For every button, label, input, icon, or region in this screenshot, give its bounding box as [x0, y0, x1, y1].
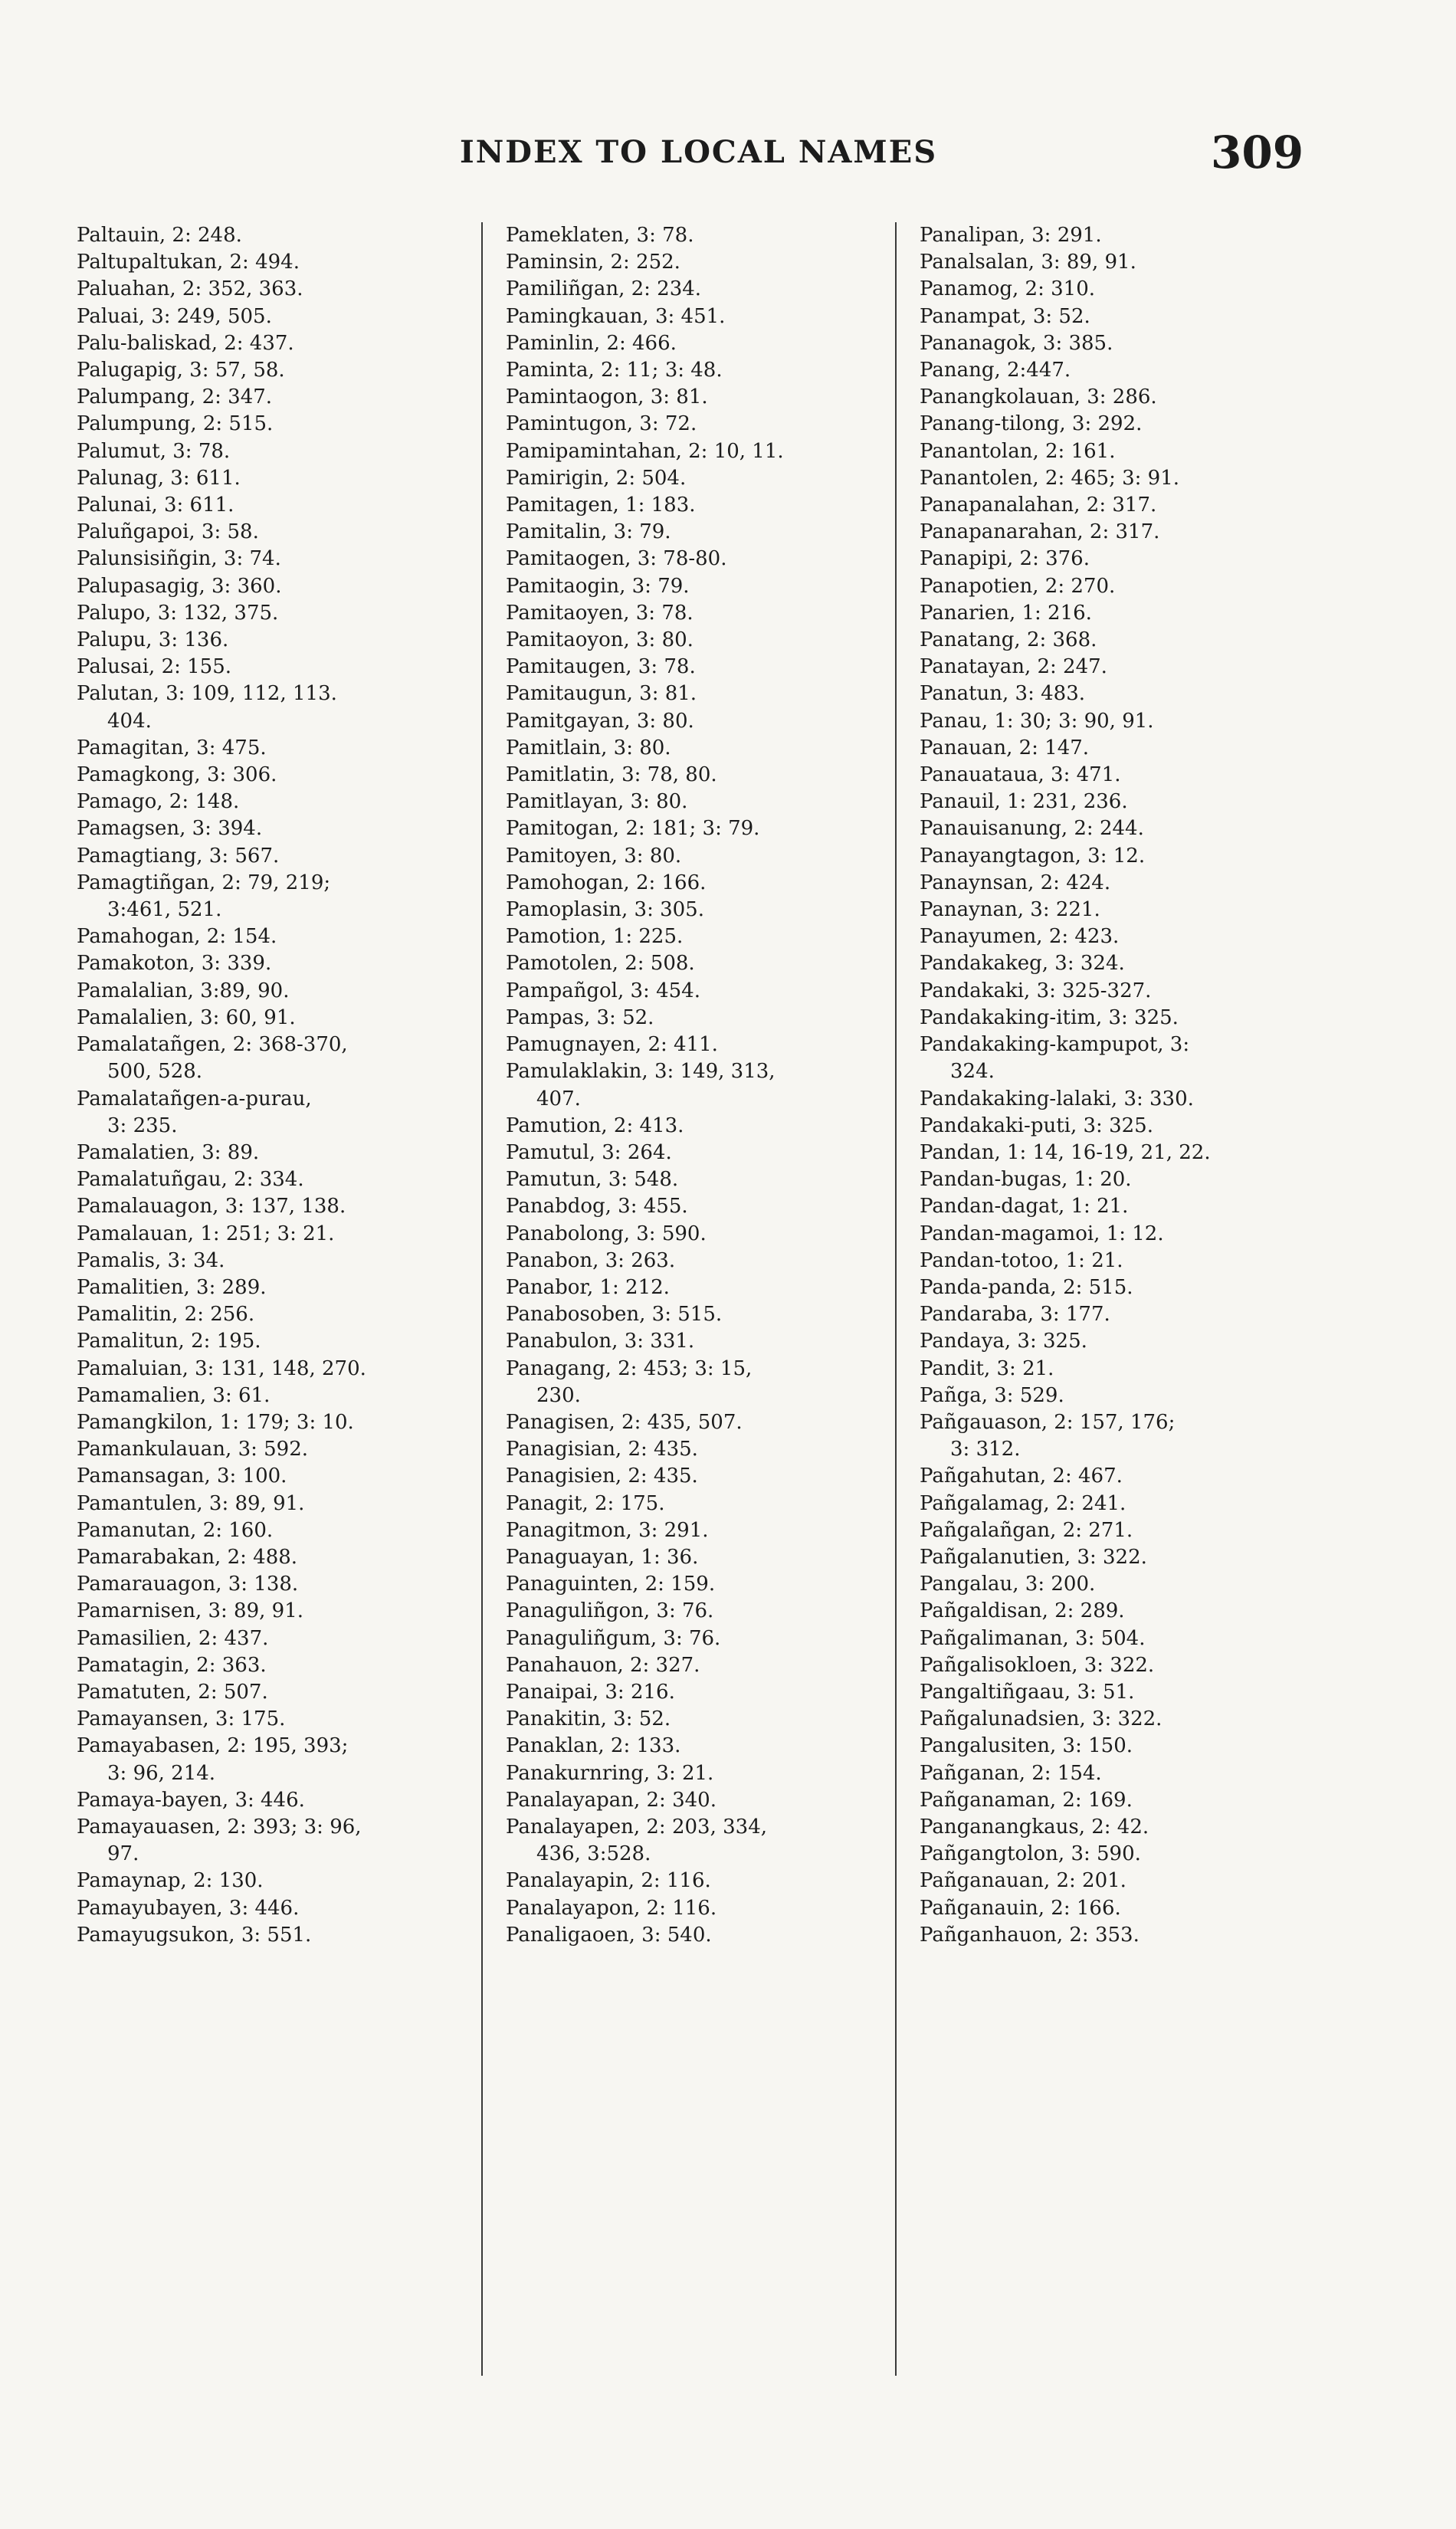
index-entry: Pamasilien, 2: 437. [77, 1626, 269, 1650]
index-entry: Pamalitun, 2: 195. [77, 1330, 261, 1353]
index-entry: Palutan, 3: 109, 112, 113. [77, 682, 337, 706]
index-entry: Palunsisiñgin, 3: 74. [77, 547, 281, 571]
index-entry: Pamalatien, 3: 89. [77, 1140, 260, 1164]
index-entry: Pamayansen, 3: 175. [77, 1707, 286, 1731]
index-entry: Pamitaoyen, 3: 78. [506, 601, 694, 625]
index-entry: Paltupaltukan, 2: 494. [77, 251, 300, 274]
index-entry: Panapotien, 2: 270. [920, 574, 1116, 598]
index-entry: Pañgalunadsien, 3: 322. [920, 1707, 1163, 1731]
index-entry: Pandan-dagat, 1: 21. [920, 1195, 1129, 1219]
index-entry: Pamalitin, 2: 256. [77, 1303, 255, 1327]
index-entry: Pañganaman, 2: 169. [920, 1788, 1133, 1812]
index-entry: Pamalatuñgau, 2: 334. [77, 1168, 304, 1192]
index-entry: Pamantulen, 3: 89, 91. [77, 1491, 305, 1515]
index-entry: Panalsalan, 3: 89, 91. [920, 251, 1136, 274]
index-entry: Paminta, 2: 11; 3: 48. [506, 359, 723, 382]
index-entry: Pamution, 2: 413. [506, 1114, 684, 1137]
index-entry: Pamaya-bayen, 3: 446. [77, 1788, 305, 1812]
index-entry: Panabdog, 3: 455. [506, 1195, 688, 1219]
index-entry: Pamitogan, 2: 181; 3: 79. [506, 817, 760, 841]
index-entry: Pañganauin, 2: 166. [920, 1896, 1121, 1920]
index-entry: Palunai, 3: 611. [77, 494, 234, 517]
index-entry: Pamagkong, 3: 306. [77, 763, 277, 787]
index-entry: Pañgalimanan, 3: 504. [920, 1626, 1146, 1650]
index-entry: Pañgauason, 2: 157, 176; [920, 1410, 1176, 1434]
index-entry: Pamutun, 3: 548. [506, 1168, 679, 1192]
index-entry: Pandan-totoo, 1: 21. [920, 1248, 1123, 1272]
index-entry: Panauisanung, 2: 244. [920, 817, 1144, 841]
index-entry: Pañganan, 2: 154. [920, 1761, 1102, 1785]
index-entry: Pamintugon, 3: 72. [506, 412, 697, 436]
index-entry: Panabosoben, 3: 515. [506, 1303, 723, 1327]
index-entry: Pamotolen, 2: 508. [506, 952, 695, 976]
index-entry: Pamitalin, 3: 79. [506, 520, 671, 544]
index-column-1 [77, 222, 475, 1949]
index-entry: Panatayan, 2: 247. [920, 655, 1107, 679]
index-entry: Panang, 2:447. [920, 359, 1071, 382]
index-entry: Pamohogan, 2: 166. [506, 871, 707, 894]
index-entry-continuation: 3: 235. [107, 1114, 178, 1137]
index-entry: Panangkolauan, 3: 286. [920, 385, 1157, 409]
index-entry: Panaguliñgum, 3: 76. [506, 1626, 721, 1650]
index-entry: Panau, 1: 30; 3: 90, 91. [920, 709, 1154, 733]
index-entry: Panaklan, 2: 133. [506, 1734, 681, 1758]
index-entry: Pangaltiñgaau, 3: 51. [920, 1680, 1135, 1704]
index-entry: Panayangtagon, 3: 12. [920, 844, 1146, 868]
index-entry: Pamayauasen, 2: 393; 3: 96, [77, 1815, 362, 1839]
index-entry: Pamalitien, 3: 289. [77, 1275, 267, 1299]
index-entry: Pañganhauon, 2: 353. [920, 1923, 1140, 1947]
index-entry: Pamotion, 1: 225. [506, 925, 684, 949]
index-entry: Pañgalamag, 2: 241. [920, 1491, 1126, 1515]
index-entry: Pandakaking-itim, 3: 325. [920, 1005, 1179, 1029]
index-entry: Panaynsan, 2: 424. [920, 871, 1111, 894]
index-entry: Panayumen, 2: 423. [920, 925, 1120, 949]
index-entry: Panakurnring, 3: 21. [506, 1761, 714, 1785]
index-entry: Pamoplasin, 3: 305. [506, 898, 704, 922]
index-entry: Pamagtiñgan, 2: 79, 219; [77, 871, 331, 894]
index-entry: Panantolan, 2: 161. [920, 439, 1116, 463]
index-entry: Pampañgol, 3: 454. [506, 979, 700, 1002]
index-entry: Panalayapin, 2: 116. [506, 1869, 711, 1893]
index-entry: Pañgalañgan, 2: 271. [920, 1518, 1133, 1542]
index-entry: Panabon, 3: 263. [506, 1248, 676, 1272]
index-entry: Pañgaldisan, 2: 289. [920, 1599, 1125, 1623]
index-entry: Panakitin, 3: 52. [506, 1707, 671, 1731]
index-entry: Paltauin, 2: 248. [77, 224, 242, 247]
index-entry: Pamansagan, 3: 100. [77, 1465, 287, 1488]
index-entry: Pamarabakan, 2: 488. [77, 1545, 298, 1569]
index-entry: Panalayapan, 2: 340. [506, 1788, 717, 1812]
index-entry: Panabolong, 3: 590. [506, 1222, 707, 1245]
index-entry: Panahauon, 2: 327. [506, 1653, 700, 1677]
index-entry: Panantolen, 2: 465; 3: 91. [920, 466, 1180, 490]
index-entry-continuation: 3: 312. [950, 1438, 1021, 1461]
index-entry: Pamitlain, 3: 80. [506, 736, 671, 759]
index-entry: Panabulon, 3: 331. [506, 1330, 695, 1353]
index-entry-continuation: 500, 528. [107, 1060, 203, 1084]
index-entry: Panabor, 1: 212. [506, 1275, 670, 1299]
index-entry: Panagisen, 2: 435, 507. [506, 1410, 743, 1434]
index-entry: Pamitaogin, 3: 79. [506, 574, 690, 598]
index-entry-continuation: 230. [536, 1383, 581, 1407]
index-entry: Panaguayan, 1: 36. [506, 1545, 699, 1569]
index-entry: Pananagok, 3: 385. [920, 331, 1113, 355]
column-divider [895, 222, 897, 2376]
index-entry: Pamayabasen, 2: 195, 393; [77, 1734, 349, 1758]
index-entry: Pañgalisokloen, 3: 322. [920, 1653, 1155, 1677]
index-entry: Panamog, 2: 310. [920, 277, 1096, 301]
index-entry: Pamintaogon, 3: 81. [506, 385, 708, 409]
index-entry: Pamarnisen, 3: 89, 91. [77, 1599, 304, 1623]
index-entry: Pamalalien, 3: 60, 91. [77, 1005, 296, 1029]
index-entry: Pamitaugun, 3: 81. [506, 682, 697, 706]
index-entry: Paluahan, 2: 352, 363. [77, 277, 303, 301]
index-entry: Panampat, 3: 52. [920, 304, 1090, 328]
index-entry: Panaguinten, 2: 159. [506, 1573, 716, 1596]
index-entry: Pamayugsukon, 3: 551. [77, 1923, 312, 1947]
index-entry: Pamitaugen, 3: 78. [506, 655, 696, 679]
index-entry: Pandan-bugas, 1: 20. [920, 1168, 1132, 1192]
index-entry: Panaguliñgon, 3: 76. [506, 1599, 714, 1623]
index-column-2 [506, 222, 904, 1949]
index-entry: Pandan, 1: 14, 16-19, 21, 22. [920, 1140, 1211, 1164]
index-entry: Pamitlatin, 3: 78, 80. [506, 763, 717, 787]
index-entry: Pandakaking-lalaki, 3: 330. [920, 1087, 1194, 1110]
index-entry: Pamitgayan, 3: 80. [506, 709, 694, 733]
column-divider [481, 222, 483, 2376]
index-entry: Pamakoton, 3: 339. [77, 952, 272, 976]
index-entry: Panatun, 3: 483. [920, 682, 1085, 706]
index-entry: Pandakaking-kampupot, 3: [920, 1033, 1190, 1057]
index-entry-continuation: 407. [536, 1087, 581, 1110]
index-entry: Pamarauagon, 3: 138. [77, 1573, 299, 1596]
index-entry: Pandan-magamoi, 1: 12. [920, 1222, 1164, 1245]
index-entry: Pamankulauan, 3: 592. [77, 1438, 309, 1461]
index-entry-continuation: 436, 3:528. [536, 1842, 651, 1866]
index-entry: Palupasagig, 3: 360. [77, 574, 282, 598]
index-entry: Panagit, 2: 175. [506, 1491, 665, 1515]
index-entry: Palupo, 3: 132, 375. [77, 601, 279, 625]
index-entry: Pañgahutan, 2: 467. [920, 1465, 1123, 1488]
page-header [0, 126, 1456, 188]
index-entry: Paluai, 3: 249, 505. [77, 304, 272, 328]
index-entry: Pañgalanutien, 3: 322. [920, 1545, 1147, 1569]
index-entry: Pandakaki, 3: 325-327. [920, 979, 1152, 1002]
index-entry: Panagisien, 2: 435. [506, 1465, 698, 1488]
index-entry: Panagitmon, 3: 291. [506, 1518, 709, 1542]
running-title: INDEX TO LOCAL NAMES [460, 134, 938, 170]
index-entry: Pañganauan, 2: 201. [920, 1869, 1126, 1893]
index-entry: Pamaynap, 2: 130. [77, 1869, 264, 1893]
index-entry: Pamipamintahan, 2: 10, 11. [506, 439, 784, 463]
index-entry: Pamitoyen, 3: 80. [506, 844, 682, 868]
index-entry: Pamulaklakin, 3: 149, 313, [506, 1060, 776, 1084]
index-entry: Panda-panda, 2: 515. [920, 1275, 1133, 1299]
index-entry: Pamamalien, 3: 61. [77, 1383, 271, 1407]
index-entry: Palugapig, 3: 57, 58. [77, 359, 285, 382]
index-entry: Palumut, 3: 78. [77, 439, 231, 463]
index-entry: Pamiliñgan, 2: 234. [506, 277, 702, 301]
index-entry: Pameklaten, 3: 78. [506, 224, 694, 247]
index-entry: Panalayapon, 2: 116. [506, 1896, 717, 1920]
index-entry: Pampas, 3: 52. [506, 1005, 654, 1029]
index-entry: Pañga, 3: 529. [920, 1383, 1064, 1407]
index-entry: Panatang, 2: 368. [920, 628, 1097, 652]
index-entry: Palumpung, 2: 515. [77, 412, 274, 436]
index-entry: Panauan, 2: 147. [920, 736, 1090, 759]
index-entry: Panganangkaus, 2: 42. [920, 1815, 1149, 1839]
index-entry: Panapanarahan, 2: 317. [920, 520, 1160, 544]
index-entry: Pandaya, 3: 325. [920, 1330, 1087, 1353]
index-entry: Pamutul, 3: 264. [506, 1140, 672, 1164]
index-entry: Pamirigin, 2: 504. [506, 466, 687, 490]
index-entry: Pamalatañgen-a-purau, [77, 1087, 312, 1110]
index-entry: Pamagitan, 3: 475. [77, 736, 267, 759]
index-entry: Paluñgapoi, 3: 58. [77, 520, 259, 544]
index-entry: Pamago, 2: 148. [77, 790, 240, 814]
index-entry: Pamatagin, 2: 363. [77, 1653, 267, 1677]
index-entry: Pamalatañgen, 2: 368-370, [77, 1033, 348, 1057]
index-entry-continuation: 324. [950, 1060, 995, 1084]
index-entry: Panarien, 1: 216. [920, 601, 1092, 625]
index-entry: Panauataua, 3: 471. [920, 763, 1121, 787]
index-entry: Pamingkauan, 3: 451. [506, 304, 726, 328]
index-entry: Panalayapen, 2: 203, 334, [506, 1815, 767, 1839]
index-entry: Palumpang, 2: 347. [77, 385, 273, 409]
index-entry: Pangalusiten, 3: 150. [920, 1734, 1133, 1758]
index-entry: Pamahogan, 2: 154. [77, 925, 277, 949]
index-entry: Pamitagen, 1: 183. [506, 494, 696, 517]
index-entry: Panapanalahan, 2: 317. [920, 494, 1157, 517]
index-entry: Panaipai, 3: 216. [506, 1680, 675, 1704]
index-entry: Pandit, 3: 21. [920, 1356, 1054, 1380]
index-entry: Panaynan, 3: 221. [920, 898, 1100, 922]
index-entry: Pamitaogen, 3: 78-80. [506, 547, 727, 571]
index-entry-continuation: 3:461, 521. [107, 898, 222, 922]
index-entry: Pamagsen, 3: 394. [77, 817, 263, 841]
index-entry: Panaligaoen, 3: 540. [506, 1923, 712, 1947]
index-entry: Palusai, 2: 155. [77, 655, 232, 679]
index-column-3 [920, 222, 1318, 1949]
index-entry: Pamalauan, 1: 251; 3: 21. [77, 1222, 335, 1245]
index-entry: Panang-tilong, 3: 292. [920, 412, 1143, 436]
index-entry: Pamanutan, 2: 160. [77, 1518, 274, 1542]
index-entry: Panagisian, 2: 435. [506, 1438, 698, 1461]
index-entry: Paminsin, 2: 252. [506, 251, 680, 274]
index-entry: Paminlin, 2: 466. [506, 331, 677, 355]
index-entry: Pamayubayen, 3: 446. [77, 1896, 300, 1920]
index-entry: Panagang, 2: 453; 3: 15, [506, 1356, 753, 1380]
index-entry: Pamalalian, 3:89, 90. [77, 979, 290, 1002]
index-entry: Palu-baliskad, 2: 437. [77, 331, 294, 355]
index-entry: Pamalauagon, 3: 137, 138. [77, 1195, 346, 1219]
index-entry: Pamitlayan, 3: 80. [506, 790, 688, 814]
index-entry: Pamugnayen, 2: 411. [506, 1033, 718, 1057]
index-entry: Pamatuten, 2: 507. [77, 1680, 268, 1704]
index-entry: Pangalau, 3: 200. [920, 1573, 1096, 1596]
index-entry: Panalipan, 3: 291. [920, 224, 1102, 247]
index-entry: Pandakakeg, 3: 324. [920, 952, 1125, 976]
index-entry-continuation: 3: 96, 214. [107, 1761, 216, 1785]
index-entry: Pamitaoyon, 3: 80. [506, 628, 694, 652]
index-entry: Panapipi, 2: 376. [920, 547, 1090, 571]
index-entry-continuation: 97. [107, 1842, 139, 1866]
index-entry: Pamaluian, 3: 131, 148, 270. [77, 1356, 366, 1380]
index-entry: Pandaraba, 3: 177. [920, 1303, 1110, 1327]
index-entry: Pañgangtolon, 3: 590. [920, 1842, 1141, 1866]
index-entry: Pandakaki-puti, 3: 325. [920, 1114, 1153, 1137]
index-entry: Palupu, 3: 136. [77, 628, 229, 652]
index-entry-continuation: 404. [107, 709, 152, 733]
index-entry: Pamagtiang, 3: 567. [77, 844, 280, 868]
page-number: 309 [1211, 126, 1304, 179]
index-entry: Palunag, 3: 611. [77, 466, 241, 490]
index-entry: Pamangkilon, 1: 179; 3: 10. [77, 1410, 354, 1434]
index-entry: Panauil, 1: 231, 236. [920, 790, 1128, 814]
index-entry: Pamalis, 3: 34. [77, 1248, 225, 1272]
